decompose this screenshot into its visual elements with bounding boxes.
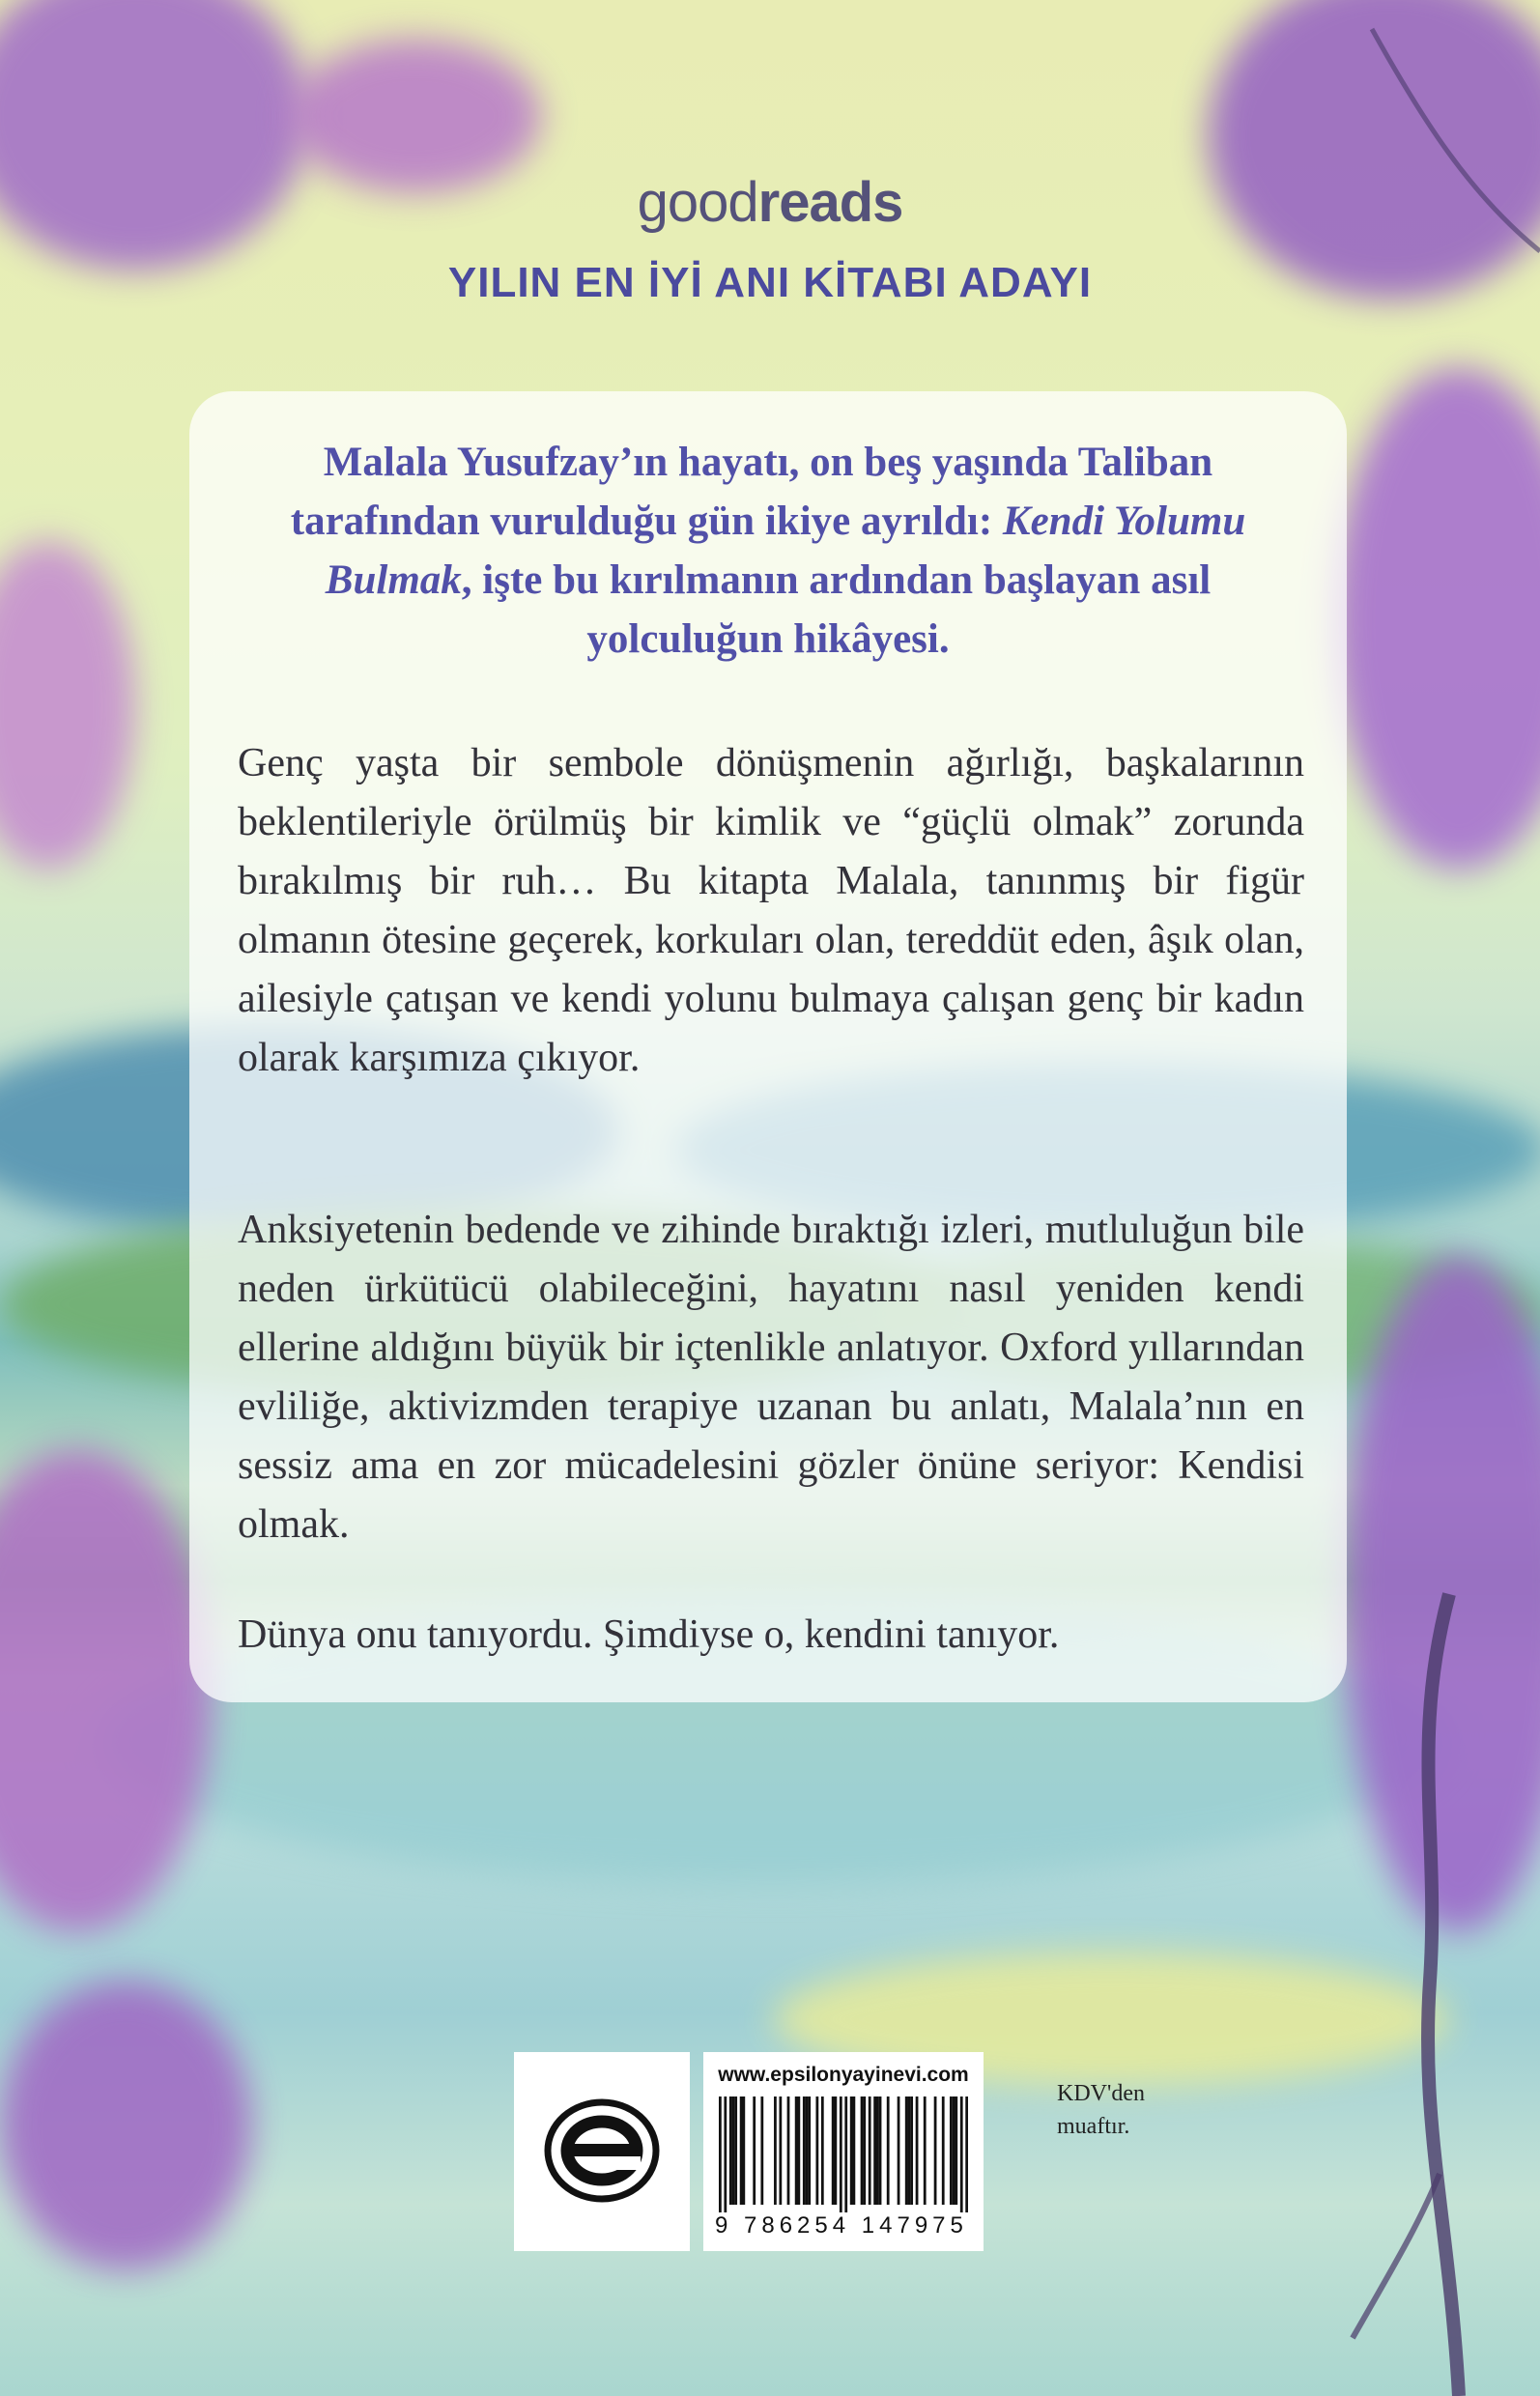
barcode-bar	[869, 2096, 871, 2205]
epsilon-e-icon	[544, 2098, 660, 2203]
barcode-bar	[950, 2096, 953, 2205]
barcode-bar	[742, 2096, 745, 2205]
lead-text-2: , işte bu kırılmanın ardından başlayan asıl yolculuğun hikâyesi.	[461, 557, 1212, 662]
trunk-right	[1428, 1594, 1459, 2396]
tax-note-line-1: KDV'den	[1057, 2081, 1145, 2106]
barcode-bar	[803, 2096, 806, 2205]
barcode-bar	[729, 2096, 732, 2205]
barcode-bar	[840, 2096, 842, 2212]
barcode-bar	[863, 2096, 866, 2205]
barcode-bar	[774, 2096, 777, 2205]
barcode-bar	[916, 2096, 919, 2205]
barcode-bar	[934, 2096, 937, 2205]
barcode-bar	[879, 2096, 882, 2205]
goodreads-logo	[0, 170, 1540, 235]
barcode-bar	[924, 2096, 927, 2205]
barcode-bar	[955, 2096, 957, 2205]
isbn-number: 9 786254 147975	[715, 2212, 968, 2239]
website-url: www.epsilonyayinevi.com	[718, 2064, 969, 2086]
goodreads-logo-bold: reads	[757, 171, 903, 234]
barcode-bar	[795, 2096, 798, 2205]
lead-paragraph	[238, 433, 1298, 669]
barcode-bar	[724, 2096, 727, 2212]
barcode-bar	[806, 2096, 809, 2205]
barcode-bar	[808, 2096, 811, 2205]
paragraph-3: Dünya onu tanıyordu. Şimdiyse o, kendini tanıyor.	[238, 1612, 1060, 1657]
barcode-box	[703, 2052, 984, 2251]
award-heading: YILIN EN İYİ ANI KİTABI ADAYI	[447, 259, 1093, 306]
barcode-bar	[876, 2096, 879, 2205]
barcode-bar	[861, 2096, 864, 2205]
barcode-bar	[815, 2096, 818, 2205]
barcode-bar	[719, 2096, 722, 2212]
barcode-bar	[887, 2096, 890, 2205]
barcode-bar	[821, 2096, 824, 2205]
barcode-bar	[834, 2096, 837, 2205]
barcode-bar	[779, 2096, 782, 2205]
lead-text-1: Malala Yusufzay’ın hayatı, on beş yaşında Taliban tarafından vurulduğu gün ikiye ayrıldı:	[290, 440, 1213, 544]
barcode-bar	[953, 2096, 955, 2205]
paragraph-2: Anksiyetenin bedende ve zihinde bıraktığı izleri, mutluluğun bile neden ürkütücü olabileceğini, hayatını nasıl yeniden kendi ellerine aldığını büyük bir içtenlikle anlatıyor. Oxford yıllarından evliliğe, aktivizmden terapiye uzanan bu anlatı, Malala’nın en sessiz ama en zor mücadelesini gözler önüne seriyor: Kendisi olmak.	[238, 1208, 1304, 1547]
barcode-bar	[942, 2096, 945, 2205]
barcode-bar	[797, 2096, 800, 2205]
barcode-bar	[844, 2096, 847, 2212]
branch-right-bottom	[1353, 2174, 1440, 2338]
book-title-italic: Kendi Yolumu Bulmak	[325, 499, 1246, 603]
barcode-bar	[910, 2096, 913, 2205]
barcode-bar	[965, 2096, 968, 2212]
barcode-bar	[760, 2096, 763, 2205]
barcode-bar	[753, 2096, 756, 2205]
barcode-bar	[832, 2096, 835, 2205]
publisher-logo-box	[514, 2052, 690, 2251]
barcode-bar	[898, 2096, 900, 2205]
barcode-bar	[960, 2096, 963, 2212]
tax-exempt-note	[1057, 2077, 1163, 2143]
barcode-bar	[873, 2096, 876, 2205]
barcode-bar	[787, 2096, 790, 2205]
barcode-bar	[850, 2096, 853, 2205]
barcode-bar	[905, 2096, 908, 2205]
paragraph-1: Genç yaşta bir sembole dönüşmenin ağırlığı, başkalarının beklentileriyle örülmüş bir kimlik ve “güçlü olmak” zorunda bırakılmış bir ruh… Bu kitapta Malala, tanınmış bir figür olmanın ötesine geçerek, korkuları olan, tereddüt eden, âşık olan, ailesiyle çatışan ve kendi yolunu bulmaya çalışan genç bir kadın olarak karşımıza çıkıyor.	[238, 741, 1304, 1080]
barcode-bar	[853, 2096, 856, 2205]
barcode-bar	[734, 2096, 737, 2205]
barcode-bar	[732, 2096, 735, 2205]
barcode-bar	[908, 2096, 911, 2205]
isbn-barcode	[719, 2096, 968, 2212]
goodreads-logo-light: good	[637, 171, 758, 234]
tax-note-line-2: muaftır.	[1057, 2114, 1130, 2139]
barcode-bar	[740, 2096, 743, 2205]
